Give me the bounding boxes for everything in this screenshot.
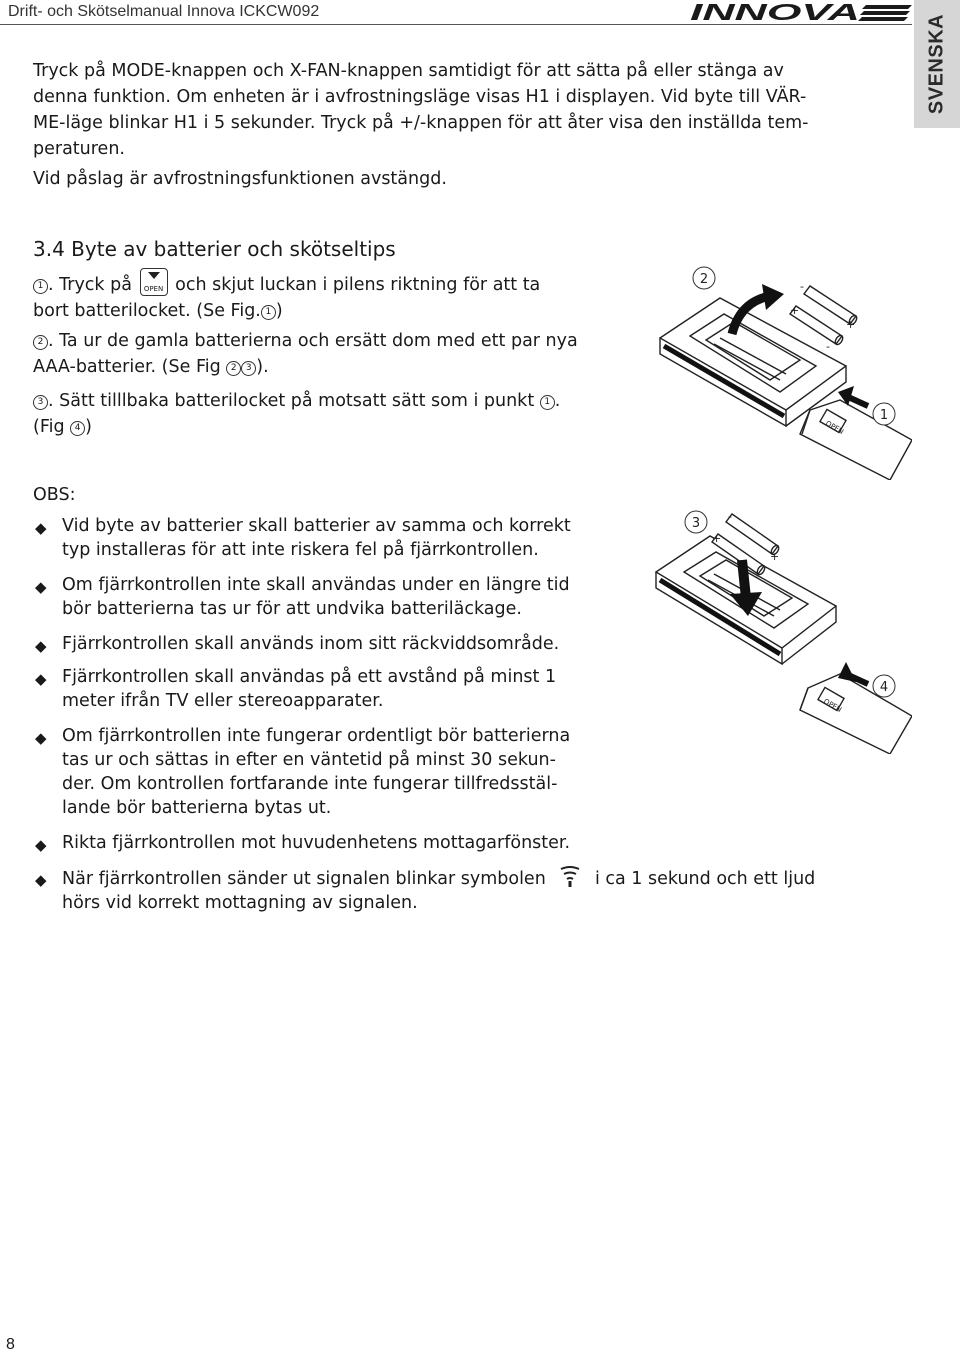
fig-ref-2: 2	[226, 361, 241, 376]
step-1: 1 . Tryck på OPEN och skjut luckan i pilens riktning för att ta bort batterilocket. (Se Fig. 1 )	[33, 268, 653, 324]
svg-text:+: +	[770, 550, 780, 563]
step1-text-c: bort batterilocket. (Se Fig.	[33, 301, 261, 321]
step2-text-b: AAA-batterier. (Se Fig	[33, 357, 221, 377]
section-title: 3.4 Byte av batterier och skötseltips	[33, 237, 396, 261]
svg-text:+: +	[846, 318, 856, 331]
language-tab	[914, 0, 960, 128]
power-on-note: Vid påslag är avfrostningsfunktionen avstängd.	[33, 169, 447, 189]
step-number-1: 1	[33, 279, 48, 294]
header-rule	[0, 24, 912, 25]
fig-ref-1: 1	[261, 305, 276, 320]
open-key-icon: OPEN	[140, 268, 168, 296]
step2-text-a: . Ta ur de gamla batterierna och ersätt dom med ett par nya	[48, 331, 578, 351]
step-2: 2 . Ta ur de gamla batterierna och ersätt dom med ett par nya AAA-batterier. (Se Fig 2 3 ).	[33, 331, 578, 377]
fig-ref-4: 4	[70, 421, 85, 436]
step3-text-c: (Fig	[33, 417, 65, 437]
figure-label-3: 3	[691, 516, 701, 531]
intro-line: denna funktion. Om enheten är i avfrostningsläge visas H1 i displayen. Vid byte till VÄR-	[33, 87, 807, 107]
figure-label-4: 4	[879, 680, 889, 695]
step3-text-a: . Sätt tilllbaka batterilocket på motsatt sätt som i punkt	[48, 391, 535, 411]
diamond-bullet-icon: ◆	[35, 871, 47, 889]
step-3: 3 . Sätt tilllbaka batterilocket på motsatt sätt som i punkt 1 . (Fig 4 )	[33, 391, 561, 437]
svg-text:-: -	[728, 510, 732, 523]
svg-text:+: +	[790, 304, 800, 317]
battery-figure-top	[650, 258, 912, 480]
diamond-bullet-icon: ◆	[35, 729, 47, 747]
logo-text: INNOVA	[690, 1, 860, 23]
step-number-3: 3	[33, 395, 48, 410]
cover-open-label: OPEN	[824, 419, 845, 436]
header-title: Drift- och Skötselmanual Innova ICKCW092	[8, 3, 320, 20]
svg-text:+: +	[712, 532, 722, 545]
step-number-2: 2	[33, 335, 48, 350]
signal-symbol-icon	[553, 866, 587, 888]
step1-text-b: och skjut luckan i pilens riktning för att ta	[175, 275, 541, 295]
obs-heading: OBS:	[33, 485, 76, 505]
intro-line: ME-läge blinkar H1 i 5 sekunder. Tryck på +/-knappen för att åter visa den inställda tem-	[33, 113, 809, 133]
figure-label-2: 2	[699, 272, 709, 287]
step1-text-a: . Tryck på	[48, 275, 132, 295]
cover-open-label: OPEN	[822, 697, 843, 714]
page-number: 8	[6, 1336, 15, 1353]
fig-ref-3: 3	[241, 361, 256, 376]
diamond-bullet-icon: ◆	[35, 836, 47, 854]
intro-line: Tryck på MODE-knappen och X-FAN-knappen samtidigt för att sätta på eller stänga av	[33, 61, 784, 81]
svg-text:-: -	[800, 280, 804, 293]
language-tab-label: SVENSKA	[925, 13, 948, 115]
svg-text:-: -	[826, 340, 830, 353]
intro-paragraph	[33, 58, 903, 162]
diamond-bullet-icon: ◆	[35, 637, 47, 655]
diamond-bullet-icon: ◆	[35, 578, 47, 596]
diamond-bullet-icon: ◆	[35, 519, 47, 537]
innova-logo	[690, 1, 912, 23]
intro-line: peraturen.	[33, 139, 125, 159]
diamond-bullet-icon: ◆	[35, 670, 47, 688]
figure-label-1: 1	[879, 408, 889, 423]
svg-text:-: -	[754, 570, 758, 583]
point-ref-1: 1	[540, 395, 555, 410]
battery-figure-bottom	[650, 502, 912, 754]
